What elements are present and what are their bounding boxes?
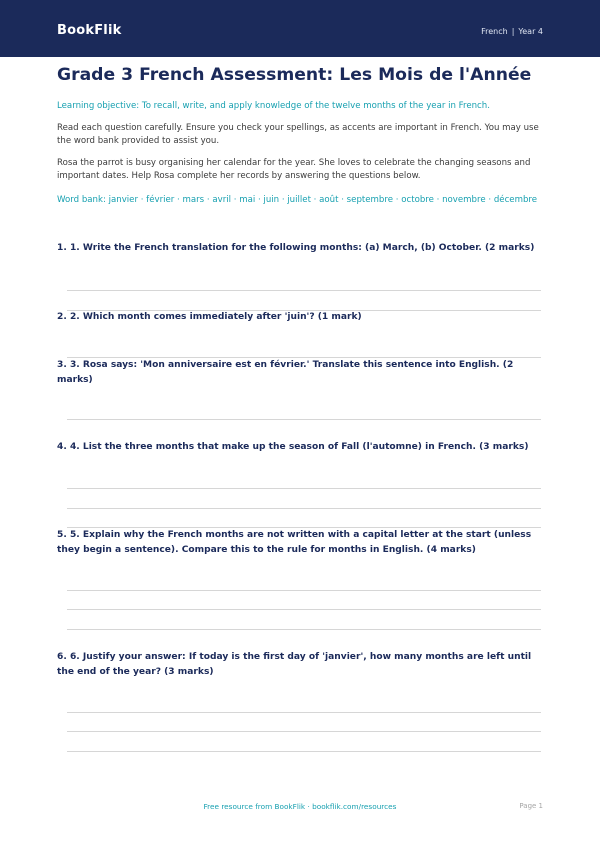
page-title: Grade 3 French Assessment: Les Mois de l'Année xyxy=(57,65,532,85)
answer-line[interactable] xyxy=(67,751,541,752)
question-text: 1. 1. Write the French translation for the following months: (a) March, (b) October. (2 marks) xyxy=(57,243,535,253)
page-number: Page 1 xyxy=(519,802,543,810)
scenario-text: Rosa the parrot is busy organising her calendar for the year. She loves to celebrate the changing seasons and important dates. Help Rosa complete her records by answering the questions below. xyxy=(57,158,531,181)
answer-line[interactable] xyxy=(67,488,541,489)
question-2 xyxy=(57,310,545,325)
question-text: 5. 5. Explain why the French months are not written with a capital letter at the start (unless they begin a sentence). Compare this to the rule for months in English. (4 marks) xyxy=(57,530,532,555)
footer-credit[interactable]: Free resource from BookFlik · bookflik.com/resources xyxy=(203,802,397,811)
intro-section xyxy=(57,64,545,208)
question-1 xyxy=(57,241,545,256)
question-6 xyxy=(57,650,545,680)
header-separator: | xyxy=(511,27,515,36)
answer-line[interactable] xyxy=(67,629,541,630)
question-text: 4. 4. List the three months that make up the season of Fall (l'automne) in French. (3 marks) xyxy=(57,442,529,452)
header-bar xyxy=(0,0,600,57)
question-text: 2. 2. Which month comes immediately after 'juin'? (1 mark) xyxy=(57,312,362,322)
answer-line[interactable] xyxy=(67,731,541,732)
question-3 xyxy=(57,358,545,388)
instructions-text: Read each question carefully. Ensure you check your spellings, as accents are important in French. You may use the word bank provided to assist you. xyxy=(57,123,539,146)
answer-line[interactable] xyxy=(67,712,541,713)
question-4 xyxy=(57,440,545,455)
learning-objective: Learning objective: To recall, write, and apply knowledge of the twelve months of the year in French. xyxy=(57,101,490,111)
question-5 xyxy=(57,528,545,558)
answer-line[interactable] xyxy=(67,609,541,610)
subject-label: French xyxy=(481,27,508,36)
answer-line[interactable] xyxy=(67,508,541,509)
question-text: 3. 3. Rosa says: 'Mon anniversaire est en février.' Translate this sentence into English. (2 marks) xyxy=(57,360,514,385)
word-bank: Word bank: janvier · février · mars · avril · mai · juin · juillet · août · septembre · octobre · novembre · décembre xyxy=(57,195,538,205)
year-label: Year 4 xyxy=(518,27,543,36)
brand-logo: BookFlik xyxy=(57,23,122,38)
answer-line[interactable] xyxy=(67,419,541,420)
answer-line[interactable] xyxy=(67,290,541,291)
question-text: 6. 6. Justify your answer: If today is the first day of 'janvier', how many months are left until the end of the year? (3 marks) xyxy=(57,652,532,677)
answer-line[interactable] xyxy=(67,590,541,591)
header-meta xyxy=(481,27,543,36)
